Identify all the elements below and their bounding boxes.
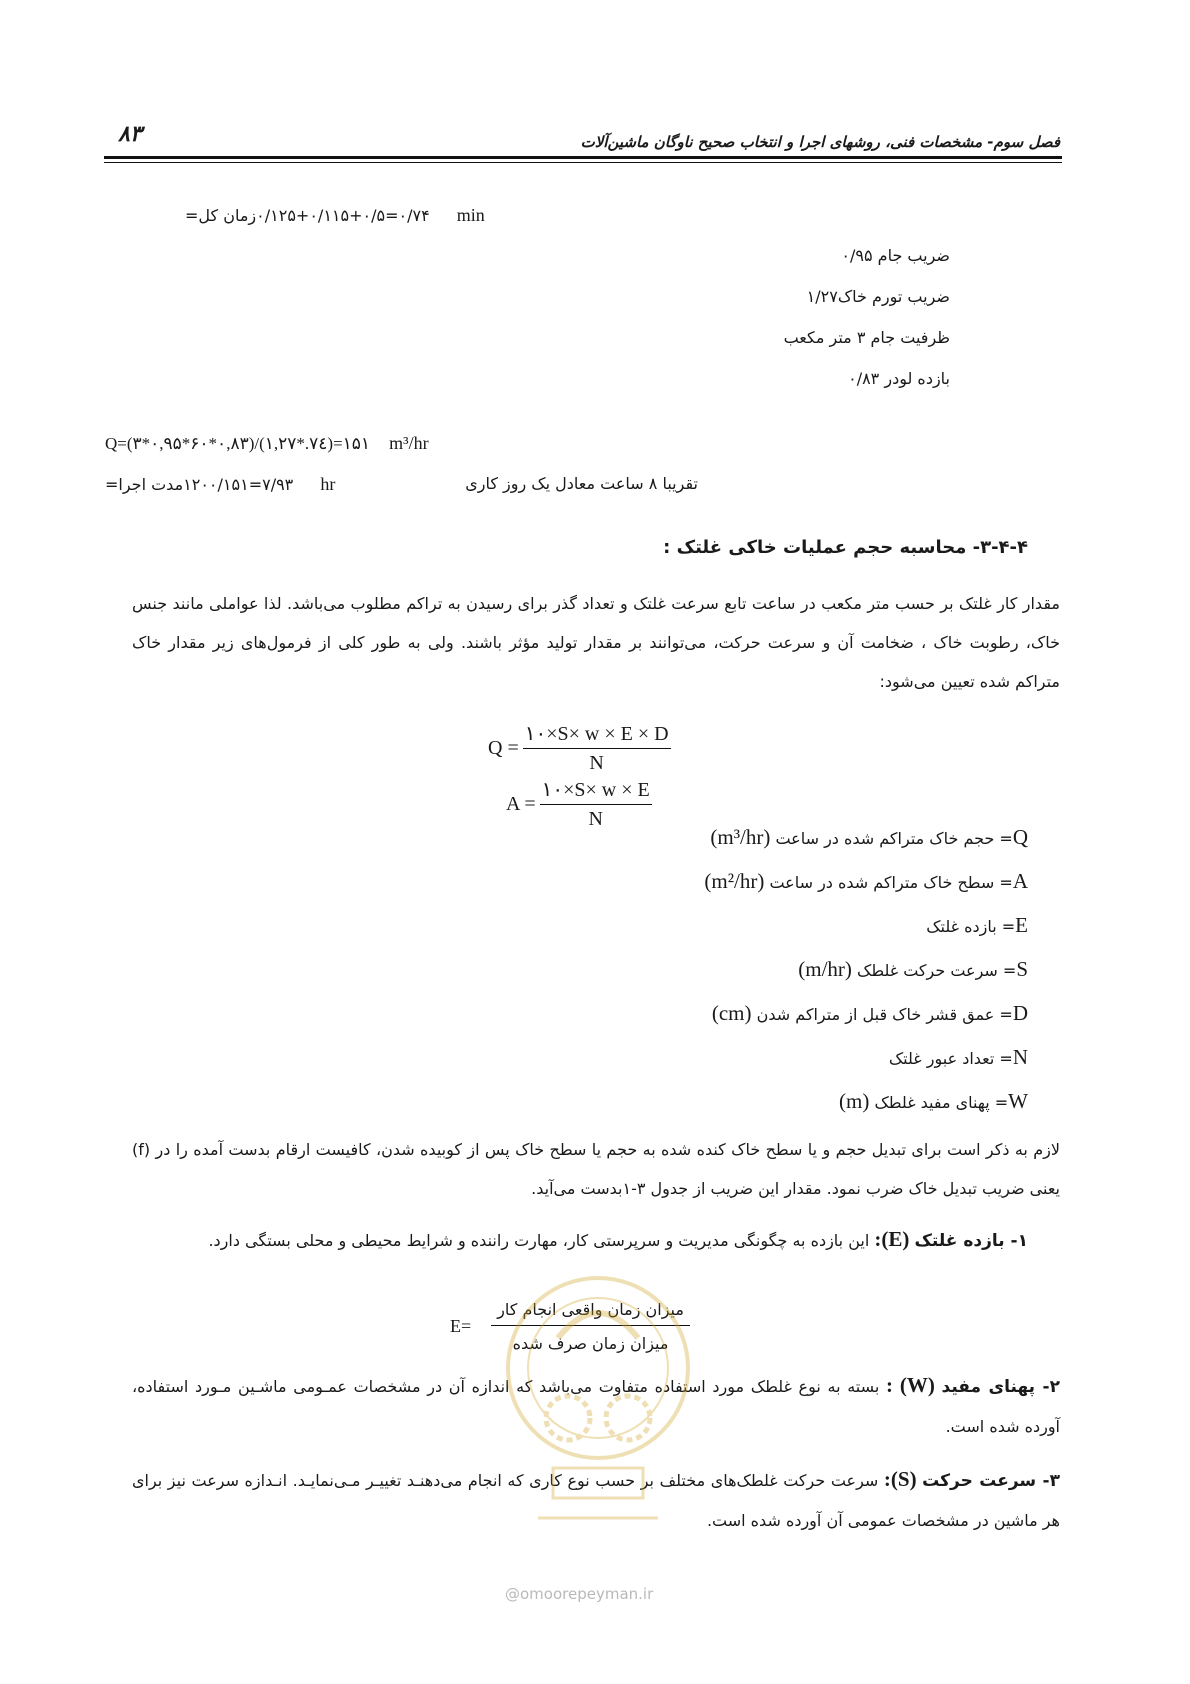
section-intro: مقدار کار غلتک بر حسب متر مکعب در ساعت تابع سرعت غلتک و تعداد گذر برای رسیدن به تراکم مطلوب می‌باشد. لذا عواملی مانند جنس خاک، رطوبت خاک ، ضخامت آن و سرعت حرکت، می‌توانند بر مقدار تولید مؤثر باشند. ولی به طور کلی از فرمول‌های زیر مقدار خاک متراکم شده تعیین می‌شود: <box>132 594 1060 691</box>
volume-numerator: ۱۰×S× w × E × D <box>523 722 671 749</box>
definition-s <box>798 957 1028 982</box>
definition-unit: (m/hr) <box>798 957 852 981</box>
definition-var: N <box>1012 1045 1028 1069</box>
item-text: این بازده به چگونگی مدیریت و سرپرستی کار، مهارت راننده و شرایط محیطی و محلی بستگی دارد. <box>208 1231 875 1250</box>
definition-var: Q <box>1012 825 1028 849</box>
area-denominator: N <box>588 808 603 830</box>
definition-unit: (m³/hr) <box>710 825 771 849</box>
definition-text: = پهنای مفید غلطک <box>874 1093 1009 1112</box>
item-width <box>132 1366 1060 1446</box>
chapter-title: فصل سوم- مشخصات فنی، روشهای اجرا و انتخاب صحیح ناوگان ماشین‌آلات <box>580 133 1060 151</box>
definition-text: = حجم خاک متراکم شده در ساعت <box>775 829 1013 848</box>
definition-d <box>712 1001 1028 1026</box>
volume-formula <box>488 722 671 775</box>
definition-text: = بازده غلتک <box>926 917 1016 936</box>
bucket-coef: ضریب جام ۰/۹۵ <box>841 246 950 265</box>
definition-unit: (m) <box>839 1089 870 1113</box>
definition-a <box>704 869 1028 894</box>
item-symbol: (S): <box>883 1467 917 1491</box>
area-fraction <box>540 778 652 831</box>
definition-var: S <box>1016 957 1028 981</box>
definition-unit: (m²/hr) <box>704 869 765 893</box>
definition-text: = سطح خاک متراکم شده در ساعت <box>769 873 1013 892</box>
bucket-capacity: ظرفیت جام ۳ متر مکعب <box>783 328 950 347</box>
production-formula-line <box>105 433 429 454</box>
total-time-line <box>185 205 485 226</box>
definition-var: D <box>1012 1001 1028 1025</box>
area-numerator: ۱۰×S× w × E <box>540 778 652 805</box>
volume-denominator: N <box>589 752 604 774</box>
item-symbol: (W) : <box>886 1373 935 1397</box>
production-unit: m³/hr <box>389 433 429 453</box>
item-title: ۱- بازده غلتک <box>914 1231 1028 1251</box>
duration-unit: hr <box>320 474 336 494</box>
definition-unit: (cm) <box>711 1001 752 1025</box>
page-number: ۸۳ <box>118 122 142 147</box>
watermark-text: @omoorepeyman.ir <box>505 1585 654 1603</box>
volume-formula-lhs: Q = <box>488 737 519 759</box>
efficiency-numerator: میزان زمان واقعی انجام کار <box>491 1300 690 1326</box>
definition-w <box>839 1089 1028 1114</box>
duration-expr: ۱۲۰۰/۱۵۱=۷/۹۳ <box>183 475 294 494</box>
item-title: ۲- پهنای مفید <box>941 1377 1061 1397</box>
duration-note: تقریبا ۸ ساعت معادل یک روز کاری <box>465 474 698 493</box>
definition-n <box>889 1045 1028 1070</box>
efficiency-denominator: میزان زمان صرف شده <box>512 1334 669 1353</box>
definition-text: = سرعت حرکت غلطک <box>857 961 1017 980</box>
loader-efficiency: بازده لودر ۰/۸۳ <box>848 369 950 388</box>
header-rule-thin <box>104 162 1062 163</box>
volume-fraction <box>523 722 671 775</box>
conversion-note: لازم به ذکر است برای تبدیل حجم و یا سطح خاک کنده شده به حجم یا سطح خاک پس از کوبیده شدن، کافیست ارقام بدست آمده را در (f) یعنی ضریب تبدیل خاک ضرب نمود. مقدار این ضریب از جدول ۳-۱بدست می‌آید. <box>132 1140 1060 1198</box>
item-speed <box>132 1460 1060 1540</box>
swell-coef: ضریب تورم خاک۱/۲۷ <box>806 287 950 306</box>
total-time-label: زمان کل= <box>185 206 257 225</box>
duration-label: مدت اجرا= <box>105 475 184 494</box>
item-text: بسته به نوع غلطک مورد استفاده متفاوت می‌باشد که اندازه آن در مشخصات عمـومی ماشـین مـورد استفاده، آورده شده است. <box>132 1377 1060 1436</box>
definition-var: E <box>1015 913 1028 937</box>
duration-line <box>105 474 335 495</box>
definition-var: W <box>1008 1089 1028 1113</box>
definition-text: = تعداد عبور غلتک <box>888 1049 1013 1068</box>
area-formula-lhs: A = <box>506 793 536 815</box>
efficiency-fraction <box>491 1300 690 1353</box>
area-formula <box>506 778 652 831</box>
section-heading: ۳-۴-۴- محاسبه حجم عملیات خاکی غلتک : <box>663 537 1028 558</box>
header-rule-thick <box>104 156 1062 159</box>
definition-e <box>926 913 1028 938</box>
definition-text: = عمق قشر خاک قبل از متراکم شدن <box>756 1005 1013 1024</box>
efficiency-formula <box>450 1300 690 1353</box>
item-text: سرعت حرکت غلطک‌های مختلف بر حسب نوع کاری که انجام می‌دهنـد تغییـر مـی‌نمایـد. انـدازه سرعت نیز برای هر ماشین در مشخصات عمومی آن آورده شده است. <box>132 1471 1060 1530</box>
total-time-expr: ۰/۱۲۵+۰/۱۱۵+۰/۵=۰/۷۴ <box>256 206 430 225</box>
item-title: ۳- سرعت حرکت <box>922 1471 1060 1491</box>
item-symbol: (E): <box>874 1227 910 1251</box>
efficiency-lhs: E= <box>450 1316 472 1336</box>
definition-q <box>710 825 1028 850</box>
definition-var: A <box>1012 869 1028 893</box>
production-formula: Q=(۳*۰,۹۵*۶۰*۰,۸۳)/(۱,۲۷*.۷٤)=۱۵۱ <box>105 434 371 453</box>
item-efficiency <box>208 1227 1028 1252</box>
total-time-unit: min <box>456 205 485 225</box>
